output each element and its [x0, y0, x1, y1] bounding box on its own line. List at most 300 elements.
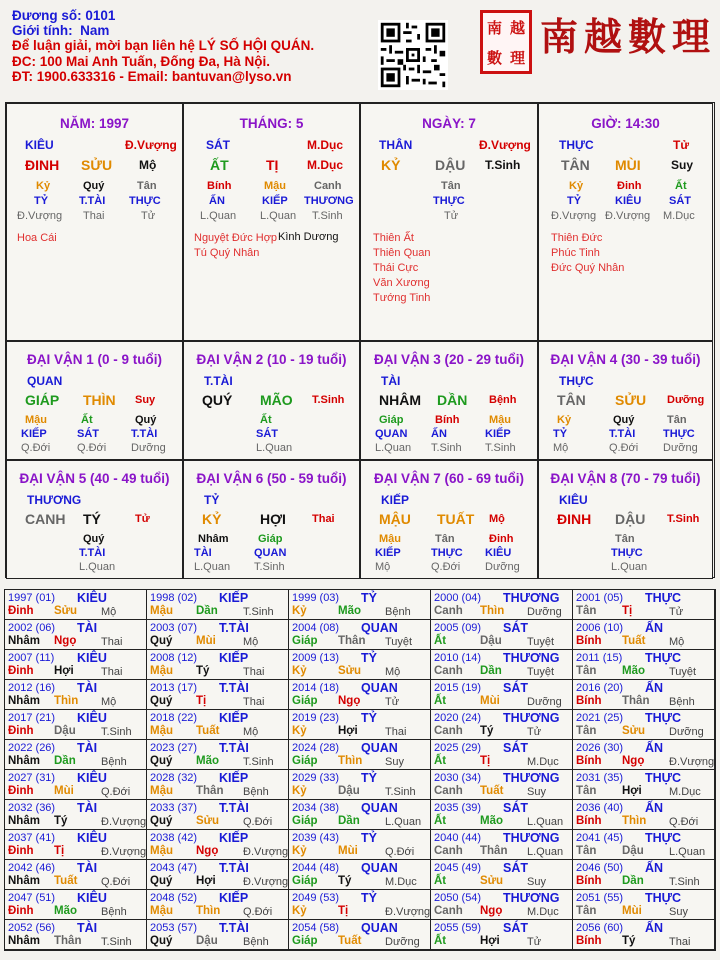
hidden-god: TỶ — [553, 428, 568, 440]
year-stage: Đ.Vượng — [243, 876, 289, 888]
contact-line-1: Để luận giải, mời bạn liên hệ LÝ SỐ HỘI QUÁN. — [12, 38, 315, 54]
year-branch: Dần — [480, 665, 502, 677]
header — [0, 0, 720, 100]
pillar-day — [360, 103, 538, 341]
year-stage: Đ.Vượng — [385, 906, 431, 918]
hidden-stem: Kỷ — [36, 180, 51, 192]
year-label: 2005 (09) — [434, 622, 482, 634]
year-cell — [573, 710, 715, 740]
year-branch: Tị — [196, 695, 207, 707]
year-cell — [573, 860, 715, 890]
year-branch: Ngọ — [480, 905, 503, 917]
year-god: QUAN — [361, 801, 398, 815]
year-stage: L.Quan — [527, 846, 564, 858]
owner-info — [12, 8, 314, 84]
hidden-god: ẤN — [209, 195, 225, 207]
year-god: TỶ — [361, 591, 377, 605]
pillar-year — [6, 103, 183, 341]
hidden-god: TỶ — [567, 195, 582, 207]
hidden-god: THỰC — [663, 428, 695, 440]
hidden-stem: Kỷ — [569, 180, 584, 192]
hidden-stage: T.Sinh — [431, 442, 462, 454]
hidden-stage: Dưỡng — [485, 561, 520, 573]
year-cell — [289, 590, 431, 620]
year-stem: Bính — [576, 935, 602, 947]
year-cell — [573, 770, 715, 800]
year-cell — [289, 800, 431, 830]
year-stage: Bệnh — [101, 906, 127, 918]
year-stem: Bính — [576, 875, 602, 887]
year-label: 2056 (60) — [576, 922, 624, 934]
year-branch: Sửu — [622, 725, 646, 737]
year-stage: Tuyệt — [527, 666, 555, 678]
year-stage: Q.Đới — [101, 876, 131, 888]
year-cell — [431, 620, 573, 650]
pillar-top-god: THỰC — [559, 138, 594, 152]
hidden-stage: L.Quan — [375, 442, 412, 454]
year-stage: Q.Đới — [243, 906, 273, 918]
year-cell — [289, 710, 431, 740]
hidden-stage: Mộ — [375, 561, 391, 573]
year-label: 2009 (13) — [292, 652, 340, 664]
hidden-stem: Mậu — [489, 414, 511, 426]
year-god: SÁT — [503, 621, 528, 635]
year-label: 2034 (38) — [292, 802, 340, 814]
year-cell — [431, 920, 573, 950]
year-stage: Bệnh — [669, 696, 695, 708]
year-label: 2002 (06) — [8, 622, 56, 634]
year-branch: Tuất — [338, 935, 362, 947]
pillar-title: THÁNG: 5 — [239, 116, 304, 131]
year-label: 2050 (54) — [434, 892, 482, 904]
year-god: KIÊU — [77, 651, 107, 665]
annual-luck-table — [4, 589, 716, 951]
dai-van-god: QUAN — [27, 374, 63, 388]
year-stage: T.Sinh — [243, 756, 274, 768]
year-branch: Dậu — [196, 935, 218, 947]
year-cell — [431, 770, 573, 800]
pillar-top-stage: M.Dục — [307, 138, 343, 152]
year-god: THƯƠNG — [503, 831, 560, 845]
year-cell — [573, 920, 715, 950]
year-stage: L.Quan — [669, 846, 706, 858]
dai-van-title: ĐẠI VẬN 5 (40 - 49 tuổi) — [19, 471, 170, 486]
hidden-stage: L.Quan — [200, 210, 237, 222]
year-god: ẤN — [645, 921, 664, 935]
hidden-god: KIÊU — [615, 195, 642, 207]
year-cell — [5, 830, 147, 860]
year-label: 2016 (20) — [576, 682, 624, 694]
year-stem: Canh — [434, 605, 463, 617]
year-stem: Mậu — [150, 905, 173, 917]
year-cell — [573, 680, 715, 710]
year-label: 2049 (53) — [292, 892, 340, 904]
year-stage: Thai — [243, 696, 265, 708]
year-stem: Kỷ — [292, 605, 307, 617]
year-label: 2008 (12) — [150, 652, 198, 664]
gender-line: Giới tính: Nam — [12, 23, 110, 39]
year-label: 2039 (43) — [292, 832, 340, 844]
hidden-stage: Tử — [444, 210, 459, 222]
year-label: 2045 (49) — [434, 862, 482, 874]
dai-van-god: TÀI — [381, 374, 401, 388]
year-branch: Thìn — [54, 695, 79, 707]
dai-van-cell — [538, 341, 713, 460]
year-cell — [289, 890, 431, 920]
year-stem: Đinh — [8, 905, 34, 917]
year-label: 2043 (47) — [150, 862, 198, 874]
year-stage: T.Sinh — [101, 936, 132, 948]
year-label: 2048 (52) — [150, 892, 198, 904]
year-cell — [147, 770, 289, 800]
dai-van-cell — [538, 460, 713, 579]
hidden-god: T.TÀI — [609, 428, 636, 440]
year-cell — [147, 740, 289, 770]
year-god: THỰC — [645, 891, 682, 905]
year-branch: Tý — [338, 875, 352, 887]
year-god: T.TÀI — [219, 621, 249, 635]
dai-van-stem: NHÂM — [379, 392, 421, 408]
hidden-god: T.TÀI — [79, 195, 106, 207]
dai-van-cell — [6, 460, 183, 579]
year-stem: Mậu — [150, 665, 173, 677]
year-stem: Đinh — [8, 605, 34, 617]
pillar-stage: T.Sinh — [485, 158, 521, 172]
year-cell — [431, 800, 573, 830]
year-stage: Q.Đới — [243, 816, 273, 828]
year-branch: Tý — [480, 725, 494, 737]
year-stem: Quý — [150, 695, 173, 707]
year-god: QUAN — [361, 741, 398, 755]
special-star: Thiên Quan — [373, 247, 431, 259]
year-stage: T.Sinh — [101, 726, 132, 738]
year-cell — [5, 740, 147, 770]
year-label: 2033 (37) — [150, 802, 198, 814]
special-star: Nguyệt Đức Hợp — [194, 232, 278, 244]
year-god: TÀI — [77, 741, 98, 755]
hidden-stem: Mậu — [264, 180, 286, 192]
year-god: T.TÀI — [219, 921, 249, 935]
year-cell — [573, 830, 715, 860]
year-stage: M.Dục — [669, 786, 701, 798]
year-branch: Mùi — [54, 785, 74, 797]
pillar-title: NGÀY: 7 — [422, 116, 476, 131]
year-god: THỰC — [645, 651, 682, 665]
year-cell — [289, 830, 431, 860]
year-cell — [573, 800, 715, 830]
year-stem: Tân — [576, 605, 597, 617]
year-god: ẤN — [645, 621, 664, 635]
year-god: KIẾP — [219, 891, 249, 905]
year-branch: Dậu — [622, 845, 644, 857]
year-cell — [289, 680, 431, 710]
year-stage: Thai — [669, 936, 691, 948]
year-cell — [289, 770, 431, 800]
dai-van-stage: T.Sinh — [667, 513, 700, 525]
pillar-title: GIỜ: 14:30 — [591, 116, 660, 131]
year-cell — [147, 620, 289, 650]
year-branch: Ngọ — [196, 845, 219, 857]
hidden-god: THỰC — [129, 195, 161, 207]
year-stage: Dưỡng — [527, 696, 562, 708]
year-label: 2025 (29) — [434, 742, 482, 754]
hidden-stem: Kỷ — [557, 414, 572, 426]
year-stem: Bính — [576, 695, 602, 707]
hidden-stage: Dưỡng — [131, 442, 166, 454]
year-stem: Tân — [576, 725, 597, 737]
hidden-god: THỰC — [431, 547, 463, 559]
hidden-stage: Đ.Vượng — [605, 210, 651, 222]
hidden-stage: Đ.Vượng — [17, 210, 63, 222]
year-cell — [147, 920, 289, 950]
pillar-top-god: KIÊU — [25, 138, 54, 152]
year-cell — [289, 860, 431, 890]
year-stem: Canh — [434, 905, 463, 917]
year-god: TỶ — [361, 711, 377, 725]
year-branch: Tý — [622, 935, 636, 947]
hidden-stem: Ất — [675, 180, 687, 192]
dai-van-branch: SỬU — [615, 392, 647, 408]
year-label: 2019 (23) — [292, 712, 340, 724]
dai-van-branch: MÃO — [260, 392, 293, 408]
contact-line-2: ĐC: 100 Mai Anh Tuấn, Đống Đa, Hà Nội. — [12, 53, 271, 69]
year-stage: Tuyệt — [385, 636, 413, 648]
year-stem: Giáp — [292, 875, 318, 887]
year-branch: Dậu — [480, 635, 502, 647]
hidden-stage: Q.Đới — [431, 561, 461, 573]
year-branch: Tuất — [480, 785, 504, 797]
year-label: 2051 (55) — [576, 892, 624, 904]
year-branch: Tuất — [54, 875, 78, 887]
year-branch: Dậu — [338, 785, 360, 797]
year-label: 2047 (51) — [8, 892, 56, 904]
year-stem: Quý — [150, 815, 173, 827]
dai-van-branch: THÌN — [83, 392, 116, 408]
year-cell — [147, 710, 289, 740]
special-star: Tướng Tinh — [373, 292, 431, 304]
year-label: 2046 (50) — [576, 862, 624, 874]
year-god: QUAN — [361, 681, 398, 695]
hidden-stage: L.Quan — [194, 561, 231, 573]
hidden-god: QUAN — [254, 547, 287, 559]
contact-line-3: ĐT: 1900.633316 - Email: bantuvan@lyso.vn — [12, 68, 292, 84]
year-label: 2007 (11) — [8, 652, 55, 664]
year-cell — [431, 740, 573, 770]
year-label: 2041 (45) — [576, 832, 624, 844]
year-god: THỰC — [645, 771, 682, 785]
year-god: ẤN — [645, 801, 664, 815]
hidden-stage: Thai — [83, 210, 105, 222]
year-stem: Nhâm — [8, 635, 40, 647]
year-cell — [147, 590, 289, 620]
year-god: KIÊU — [77, 831, 107, 845]
year-stem: Giáp — [292, 815, 318, 827]
hidden-god: ẤN — [431, 428, 447, 440]
hidden-stem: Đinh — [489, 533, 514, 545]
year-stem: Ất — [434, 935, 447, 947]
year-god: TÀI — [77, 621, 98, 635]
year-stem: Mậu — [150, 845, 173, 857]
year-stem: Kỷ — [292, 725, 307, 737]
year-cell — [5, 920, 147, 950]
year-branch: Thìn — [338, 755, 363, 767]
dai-van-stage: Bệnh — [489, 394, 517, 406]
pillar-top-god: THÂN — [379, 138, 413, 152]
year-god: SÁT — [503, 861, 528, 875]
hidden-stage: L.Quan — [256, 442, 293, 454]
year-stage: Đ.Vượng — [243, 846, 289, 858]
year-stem: Tân — [576, 785, 597, 797]
year-god: T.TÀI — [219, 741, 249, 755]
dai-van-god: KIẾP — [381, 493, 410, 507]
year-god: KIẾP — [219, 831, 249, 845]
year-branch: Tý — [54, 815, 68, 827]
year-stage: Bệnh — [101, 756, 127, 768]
year-god: SÁT — [503, 681, 528, 695]
year-stage: Q.Đới — [101, 786, 131, 798]
year-cell — [431, 830, 573, 860]
year-god: KIẾP — [219, 711, 249, 725]
dai-van-title: ĐẠI VẬN 3 (20 - 29 tuổi) — [373, 352, 525, 367]
year-god: THƯƠNG — [503, 711, 560, 725]
year-god: THỰC — [645, 831, 682, 845]
year-branch: Hợi — [480, 935, 500, 947]
year-stage: Đ.Vượng — [101, 816, 147, 828]
year-stem: Mậu — [150, 605, 173, 617]
year-stem: Tân — [576, 845, 597, 857]
dai-van-stage: Tử — [135, 513, 150, 525]
year-label: 2032 (36) — [8, 802, 56, 814]
hidden-stem: Mậu — [25, 414, 47, 426]
year-cell — [5, 590, 147, 620]
hidden-god: QUAN — [375, 428, 408, 440]
year-stem: Quý — [150, 875, 173, 887]
dai-van-god: TỶ — [204, 493, 220, 507]
year-branch: Thân — [338, 635, 366, 647]
year-god: THƯƠNG — [503, 771, 560, 785]
year-stage: Tử — [527, 936, 542, 948]
year-god: SÁT — [503, 801, 528, 815]
year-cell — [431, 650, 573, 680]
year-stem: Đinh — [8, 725, 34, 737]
year-cell — [5, 800, 147, 830]
year-branch: Mùi — [622, 905, 642, 917]
year-cell — [431, 890, 573, 920]
year-branch: Tị — [338, 905, 349, 917]
year-cell — [431, 590, 573, 620]
dai-van-branch: TUẤT — [437, 511, 475, 527]
year-stage: Tuyệt — [669, 666, 697, 678]
dai-van-cell — [360, 460, 538, 579]
year-god: TÀI — [77, 861, 98, 875]
year-label: 2003 (07) — [150, 622, 198, 634]
year-god: TÀI — [77, 801, 98, 815]
year-label: 2011 (15) — [576, 652, 623, 664]
year-stage: Thai — [243, 666, 265, 678]
year-stem: Ất — [434, 635, 447, 647]
hidden-god: KIẾP — [21, 428, 47, 440]
year-branch: Tị — [54, 845, 65, 857]
year-stage: Mộ — [243, 726, 259, 738]
year-stem: Giáp — [292, 695, 318, 707]
hidden-stem: Tân — [137, 180, 157, 192]
year-label: 2038 (42) — [150, 832, 198, 844]
year-stage: Bệnh — [243, 936, 269, 948]
hidden-stage: Đ.Vượng — [551, 210, 597, 222]
year-branch: Tuất — [196, 725, 220, 737]
year-branch: Tị — [480, 755, 491, 767]
dai-van-cell — [183, 341, 360, 460]
year-label: 1998 (02) — [150, 592, 198, 604]
dai-van-god: KIÊU — [559, 493, 588, 507]
hidden-stem: Ất — [81, 414, 93, 426]
year-branch: Sửu — [480, 875, 504, 887]
year-god: ẤN — [645, 861, 664, 875]
year-label: 2015 (19) — [434, 682, 482, 694]
year-branch: Dần — [196, 605, 218, 617]
hidden-god: KIÊU — [485, 547, 512, 559]
hidden-stem: Tân — [667, 414, 687, 426]
special-star: Hoa Cái — [17, 232, 57, 244]
year-stem: Ất — [434, 815, 447, 827]
hidden-stage: Q.Đới — [609, 442, 639, 454]
year-branch: Thìn — [480, 605, 505, 617]
year-branch: Thân — [480, 845, 508, 857]
year-stem: Quý — [150, 755, 173, 767]
year-branch: Hợi — [196, 875, 216, 887]
year-branch: Mùi — [338, 845, 358, 857]
year-god: KIẾP — [219, 771, 249, 785]
year-stem: Quý — [150, 935, 173, 947]
year-stage: Mộ — [243, 636, 259, 648]
year-stem: Mậu — [150, 785, 173, 797]
hidden-god: SÁT — [669, 195, 691, 207]
dai-van-branch: HỢI — [260, 511, 286, 527]
year-god: QUAN — [361, 921, 398, 935]
year-stem: Giáp — [292, 935, 318, 947]
year-god: THƯƠNG — [503, 591, 560, 605]
pillar-month — [183, 103, 360, 341]
year-stage: L.Quan — [527, 816, 564, 828]
pillar-stage: Mộ — [139, 158, 157, 172]
year-label: 2014 (18) — [292, 682, 340, 694]
hidden-stem: Tân — [441, 180, 461, 192]
year-god: TỶ — [361, 831, 377, 845]
special-star: Văn Xương — [373, 277, 430, 289]
year-branch: Dần — [622, 875, 644, 887]
dai-van-stage: Mộ — [489, 513, 505, 525]
year-stage: Q.Đới — [669, 816, 699, 828]
year-label: 2027 (31) — [8, 772, 56, 784]
hidden-stem: Đinh — [617, 180, 642, 192]
year-branch: Mùi — [480, 695, 500, 707]
dai-van-stem: KỶ — [202, 511, 222, 527]
year-stage: Đ.Vượng — [669, 756, 715, 768]
year-branch: Hợi — [54, 665, 74, 677]
year-branch: Thân — [54, 935, 82, 947]
year-cell — [5, 770, 147, 800]
year-stem: Giáp — [292, 755, 318, 767]
year-god: SÁT — [503, 741, 528, 755]
dai-van-title: ĐẠI VẬN 1 (0 - 9 tuổi) — [26, 352, 162, 367]
year-cell — [573, 740, 715, 770]
year-label: 2044 (48) — [292, 862, 340, 874]
year-stem: Giáp — [292, 635, 318, 647]
year-stem: Kỷ — [292, 665, 307, 677]
year-stage: M.Dục — [527, 756, 559, 768]
year-god: KIÊU — [77, 771, 107, 785]
dai-van-branch: TÝ — [83, 511, 101, 527]
